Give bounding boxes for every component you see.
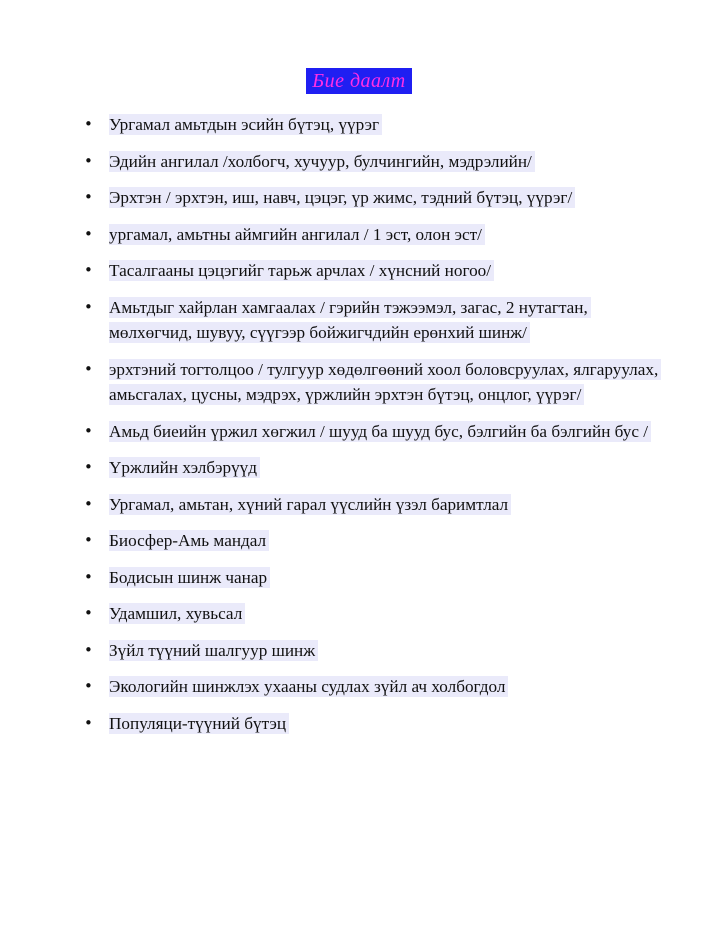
- list-item: [84, 565, 664, 591]
- list-item-text: Ургамал амьтдын эсийн бүтэц, үүрэг: [109, 114, 382, 135]
- list-item: [84, 492, 664, 518]
- list-item: [84, 711, 664, 737]
- title-row: [0, 68, 728, 94]
- bullet-icon: •: [84, 188, 93, 206]
- list-item: [84, 149, 664, 175]
- list-item-text: Үржлийн хэлбэрүүд: [109, 457, 260, 478]
- topic-list: [84, 112, 664, 747]
- list-item: [84, 258, 664, 284]
- list-item: [84, 295, 664, 346]
- bullet-icon: •: [84, 640, 93, 659]
- list-item-text: Зүйл түүний шалгуур шинж: [109, 640, 318, 661]
- bullet-icon: •: [84, 115, 93, 133]
- list-item-text: Экологийн шинжлэх ухааны судлах зүйл ач холбогдол: [109, 676, 508, 697]
- list-item-text: Биосфер-Амь мандал: [109, 530, 269, 551]
- list-item: [84, 357, 664, 408]
- list-item-text: ургамал, амьтны аймгийн ангилал / 1 эст, олон эст/: [109, 224, 485, 245]
- list-item: [84, 185, 664, 211]
- bullet-icon: •: [84, 713, 93, 732]
- bullet-icon: •: [84, 151, 93, 170]
- bullet-icon: •: [84, 531, 93, 549]
- list-item: [84, 674, 664, 700]
- bullet-icon: •: [84, 359, 93, 378]
- list-item: [84, 601, 664, 627]
- list-item-text: Эдийн ангилал /холбогч, хучуур, булчингийн, мэдрэлийн/: [109, 151, 535, 172]
- list-item: [84, 222, 664, 248]
- list-item-text: Удамшил, хувьсал: [109, 603, 245, 624]
- list-item: [84, 455, 664, 481]
- list-item: [84, 419, 664, 445]
- list-item-text: Популяци-түүний бүтэц: [109, 713, 289, 734]
- bullet-icon: •: [84, 261, 93, 279]
- list-item-text: Амьд биеийн үржил хөгжил / шууд ба шууд бус, бэлгийн ба бэлгийн бус /: [109, 421, 651, 442]
- list-item: [84, 528, 664, 554]
- page-title: Бие даалт: [306, 68, 411, 94]
- bullet-icon: •: [84, 677, 93, 695]
- bullet-icon: •: [84, 224, 93, 243]
- list-item-text: Ургамал, амьтан, хүний гарал үүслийн үзэл баримтлал: [109, 494, 511, 515]
- bullet-icon: •: [84, 494, 93, 513]
- bullet-icon: •: [84, 421, 93, 440]
- bullet-icon: •: [84, 297, 93, 316]
- list-item-text: Эрхтэн / эрхтэн, иш, навч, цэцэг, үр жимс, тэдний бүтэц, үүрэг/: [109, 187, 575, 208]
- list-item-text: Бодисын шинж чанар: [109, 567, 270, 588]
- bullet-icon: •: [84, 567, 93, 586]
- bullet-icon: •: [84, 604, 93, 622]
- list-item-text: Амьтдыг хайрлан хамгаалах / гэрийн тэжээмэл, загас, 2 нутагтан, мөлхөгчид, шувуу, сүүгээр бойжигчдийн ерөнхий шинж/: [109, 297, 591, 344]
- list-item-text: эрхтэний тогтолцоо / тулгуур хөдөлгөөний хоол боловсруулах, ялгаруулах, амьсгалах, цусны, мэдрэх, үржлийн эрхтэн бүтэц, онцлог, үүрэг/: [109, 359, 661, 406]
- list-item: [84, 638, 664, 664]
- list-item-text: Тасалгааны цэцэгийг тарьж арчлах / хүнсний ногоо/: [109, 260, 494, 281]
- bullet-icon: •: [84, 458, 93, 476]
- list-item: [84, 112, 664, 138]
